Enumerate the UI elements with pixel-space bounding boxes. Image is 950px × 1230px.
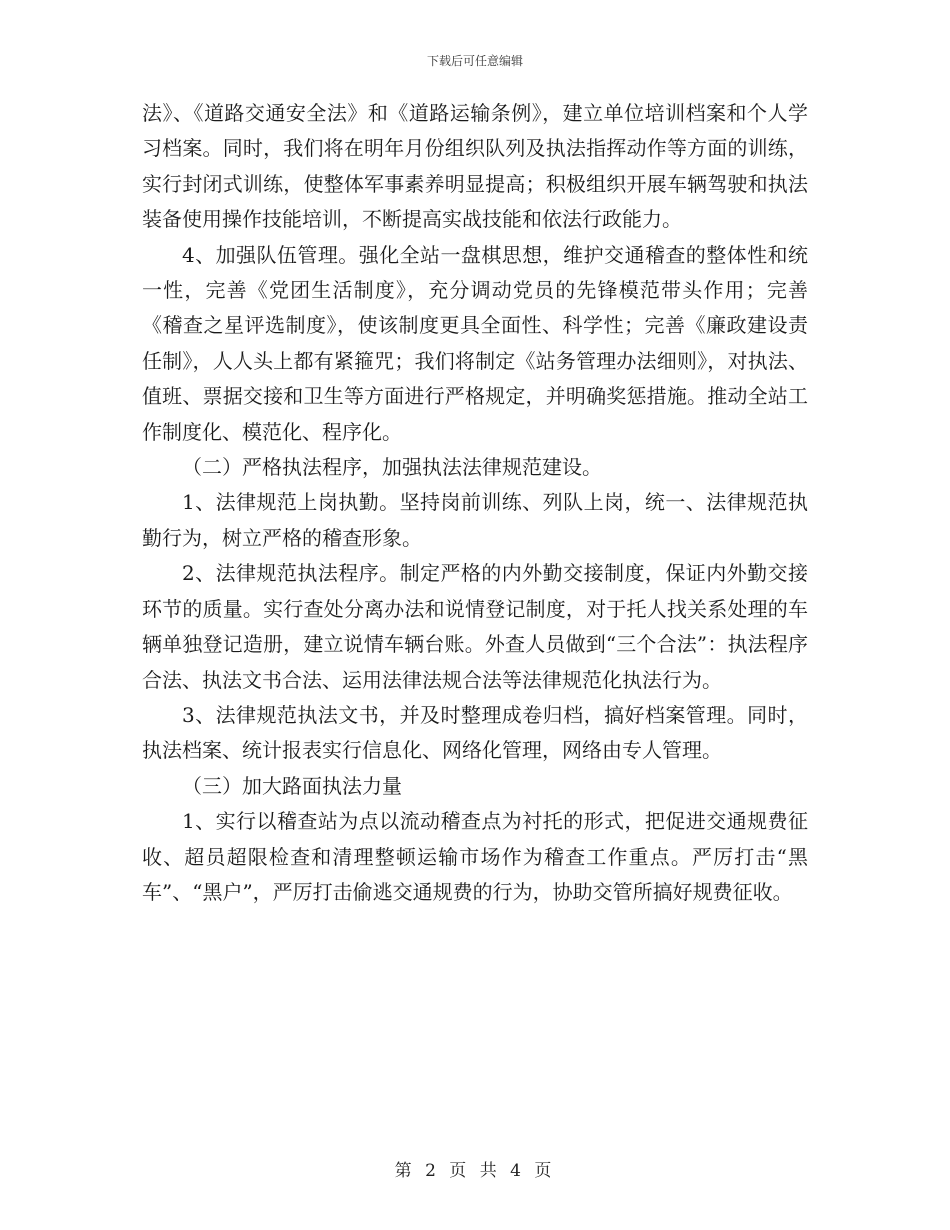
page-number: 第 2 页 共 4 页 bbox=[394, 1161, 556, 1181]
paragraph-duty: 1、法律规范上岗执勤。坚持岗前训练、列队上岗，统一、法律规范执勤行为，树立严格的稽查形象。 bbox=[142, 490, 808, 550]
section-heading-3: （三）加大路面执法力量 bbox=[182, 773, 402, 798]
paragraph-continuation: 法》、《道路交通安全法》和《道路运输条例》，建立单位培训档案和个人学习档案。同时，我们将在明年月份组织队列及执法指挥动作等方面的训练，实行封闭式训练，使整体军事素养明显提高；积极组织开展车辆驾驶和执法装备使用操作技能培训，不断提高实战技能和依法行政能力。 bbox=[142, 101, 808, 232]
document-body bbox=[142, 96, 808, 910]
paragraph-road-enforcement: 1、实行以稽查站为点以流动稽查点为衬托的形式，把促进交通规费征收、超员超限检查和清理整顿运输市场作为稽查工作重点。严厉打击“黑车”、“黑户”，严厉打击偷逃交通规费的行为，协助交管所搞好规费征收。 bbox=[142, 809, 808, 904]
paragraph-team-management: 4、加强队伍管理。强化全站一盘棋思想，维护交通稽查的整体性和统一性，完善《党团生活制度》，充分调动党员的先锋模范带头作用；完善《稽查之星评选制度》，使该制度更具全面性、科学性；完善《廉政建设责任制》，人人头上都有紧箍咒；我们将制定《站务管理办法细则》，对执法、值班、票据交接和卫生等方面进行严格规定，并明确奖惩措施。推动全站工作制度化、模范化、程序化。 bbox=[142, 242, 808, 444]
section-heading-2: （二）严格执法程序，加强执法法律规范建设。 bbox=[182, 455, 602, 480]
page-header: 下载后可任意编辑 bbox=[426, 54, 523, 68]
paragraph-documents: 3、法律规范执法文书，并及时整理成卷归档，搞好档案管理。同时，执法档案、统计报表实行信息化、网络化管理，网络由专人管理。 bbox=[142, 702, 808, 763]
paragraph-procedure: 2、法律规范执法程序。制定严格的内外勤交接制度，保证内外勤交接环节的质量。实行查处分离办法和说情登记制度，对于托人找关系处理的车辆单独登记造册，建立说情车辆台账。外查人员做到“三个合法”：执法程序合法、执法文书合法、运用法律法规合法等法律规范化执法行为。 bbox=[142, 561, 808, 692]
